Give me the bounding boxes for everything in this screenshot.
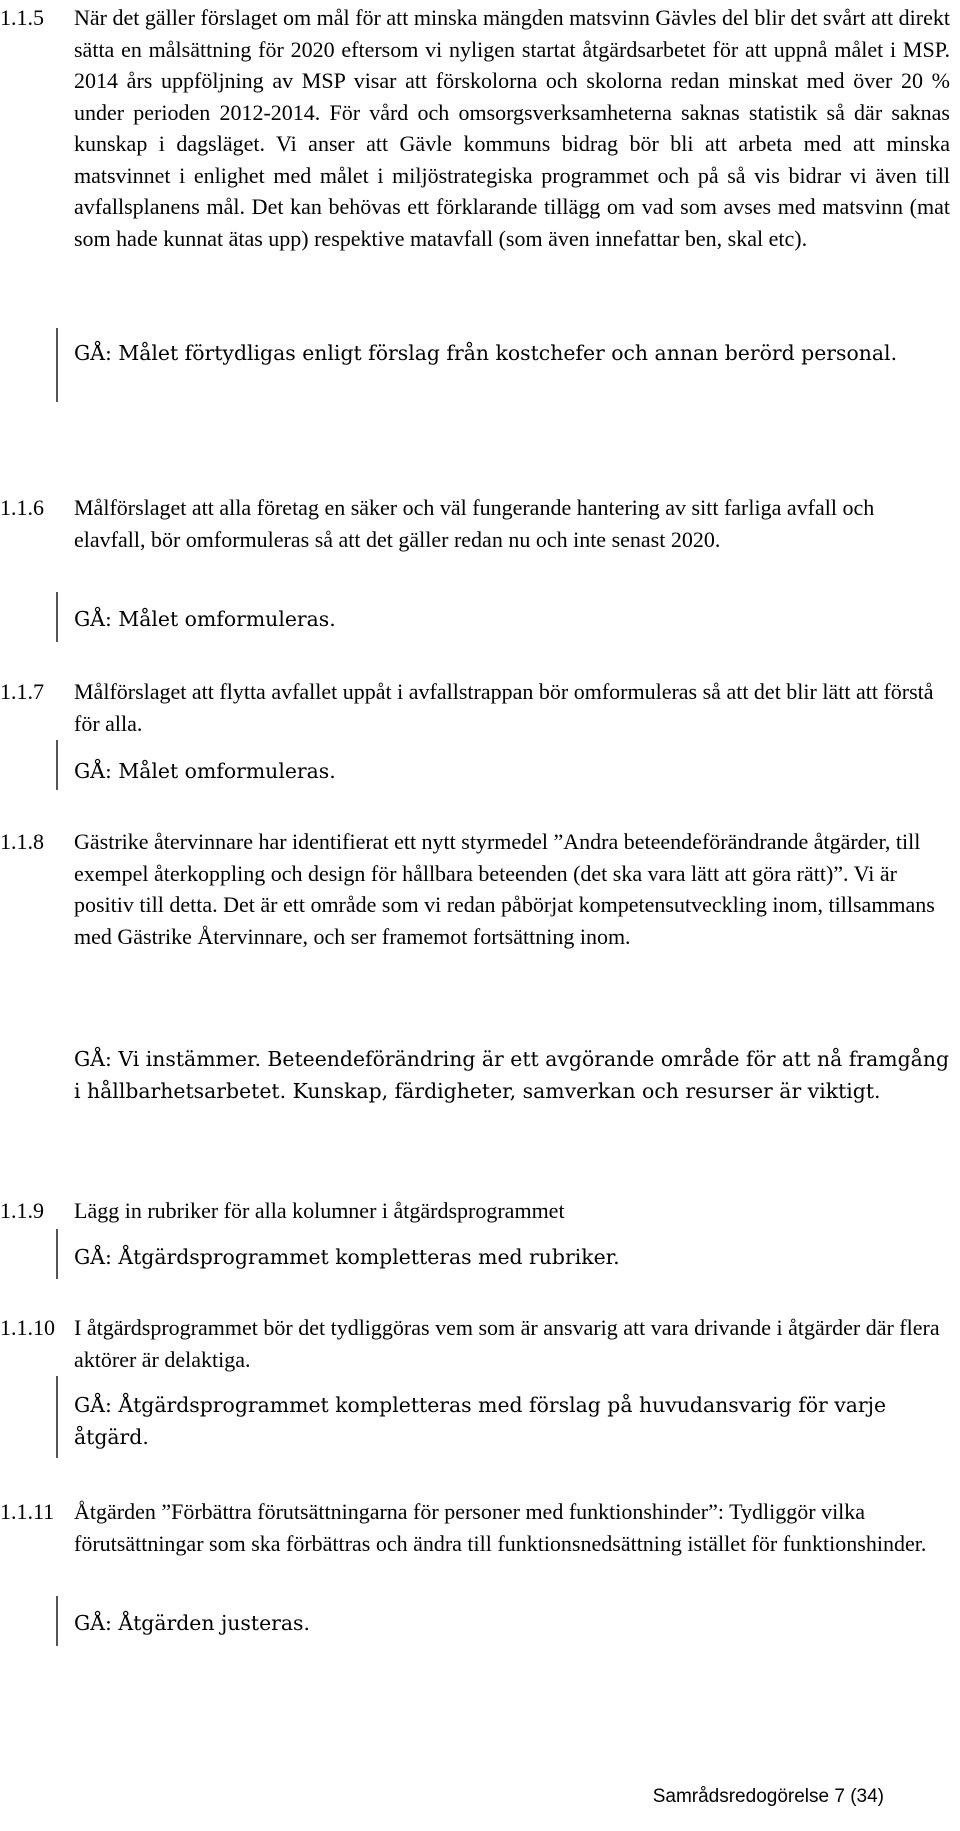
item-number: 1.1.6	[0, 495, 44, 520]
response-text: GÅ: Åtgärden justeras.	[74, 1611, 311, 1635]
response-text: GÅ: Åtgärdsprogrammet kompletteras med rubriker.	[74, 1245, 620, 1269]
response-text: GÅ: Målet förtydligas enligt förslag från kostchefer och annan berörd personal.	[74, 341, 898, 365]
item-paragraph: När det gäller förslaget om mål för att minska mängden matsvinn Gävles del blir det svårt att direkt sätta en målsättning för 2020 eftersom vi nyligen startat åtgärdsarbetet för att uppnå målet i MSP. 2014 års uppföljning av MSP visar att förskolorna och skolorna redan minskat med över 20 % under perioden 2012-2014. För vård och omsorgsverksamheterna saknas statistik så där saknas kunskap i dagsläget. Vi anser att Gävle kommuns bidrag bör bli att arbeta med att minska matsvinnet i enlighet med målet i miljöstrategiska programmet och på så vis bidrar vi även till avfallsplanens mål. Det kan behövas ett förklarande tillägg om vad som avses med matsvinn (mat som hade kunnat ätas upp) respektive matavfall (som även innefattar ben, skal etc).	[74, 5, 950, 251]
change-bar	[56, 592, 58, 642]
response-text: GÅ: Vi instämmer. Beteendeförändring är ett avgörande område för att nå framgång i hållbarhetsarbetet. Kunskap, färdigheter, samverkan och resurser är viktigt.	[74, 1047, 950, 1103]
item-number: 1.1.8	[0, 829, 44, 854]
item-number: 1.1.10	[0, 1315, 55, 1340]
item-text: Åtgärden ”Förbättra förutsättningarna för personer med funktionshinder”: Tydliggör vilka förutsättningar som ska förbättras och ändra till funktionsnedsättning istället för funktionshinder.	[74, 1499, 927, 1556]
change-bar	[56, 1229, 58, 1279]
item-number: 1.1.5	[0, 5, 44, 30]
item-text: I åtgärdsprogrammet bör det tydliggöras vem som är ansvarig att vara drivande i åtgärder där flera aktörer är delaktiga.	[74, 1315, 940, 1372]
response-text: GÅ: Målet omformuleras.	[74, 759, 336, 783]
item-text: Målförslaget att alla företag en säker och väl fungerande hantering av sitt farliga avfall och elavfall, bör omformuleras så att det gäller redan nu och inte senast 2020.	[74, 495, 875, 552]
item-text: Målförslaget att flytta avfallet uppåt i avfallstrappan bör omformuleras så att det blir lätt att förstå för alla.	[74, 679, 934, 736]
item-number: 1.1.9	[0, 1198, 44, 1223]
change-bar	[56, 1376, 58, 1458]
item-text: Lägg in rubriker för alla kolumner i åtgärdsprogrammet	[74, 1198, 565, 1223]
item-text	[74, 2, 950, 254]
response-text: GÅ: Åtgärdsprogrammet kompletteras med förslag på huvudansvarig för varje åtgärd.	[74, 1393, 887, 1449]
item-number: 1.1.7	[0, 679, 44, 704]
item-text: Gästrike återvinnare har identifierat ett nytt styrmedel ”Andra beteendeförändrande åtgärder, till exempel återkoppling och design för hållbara beteenden (det ska vara lätt att göra rätt)”. Vi är positiv till detta. Det är ett område som vi redan påbörjat kompetensutveckling inom, tillsammans med Gästrike Återvinnare, och ser framemot fortsättning inom.	[74, 829, 935, 949]
change-bar	[56, 1596, 58, 1646]
change-bar	[56, 328, 58, 402]
page-footer: Samrådsredogörelse 7 (34)	[652, 1786, 884, 1807]
item-number: 1.1.11	[0, 1499, 55, 1524]
response-text: GÅ: Målet omformuleras.	[74, 607, 336, 631]
change-bar	[56, 740, 58, 790]
